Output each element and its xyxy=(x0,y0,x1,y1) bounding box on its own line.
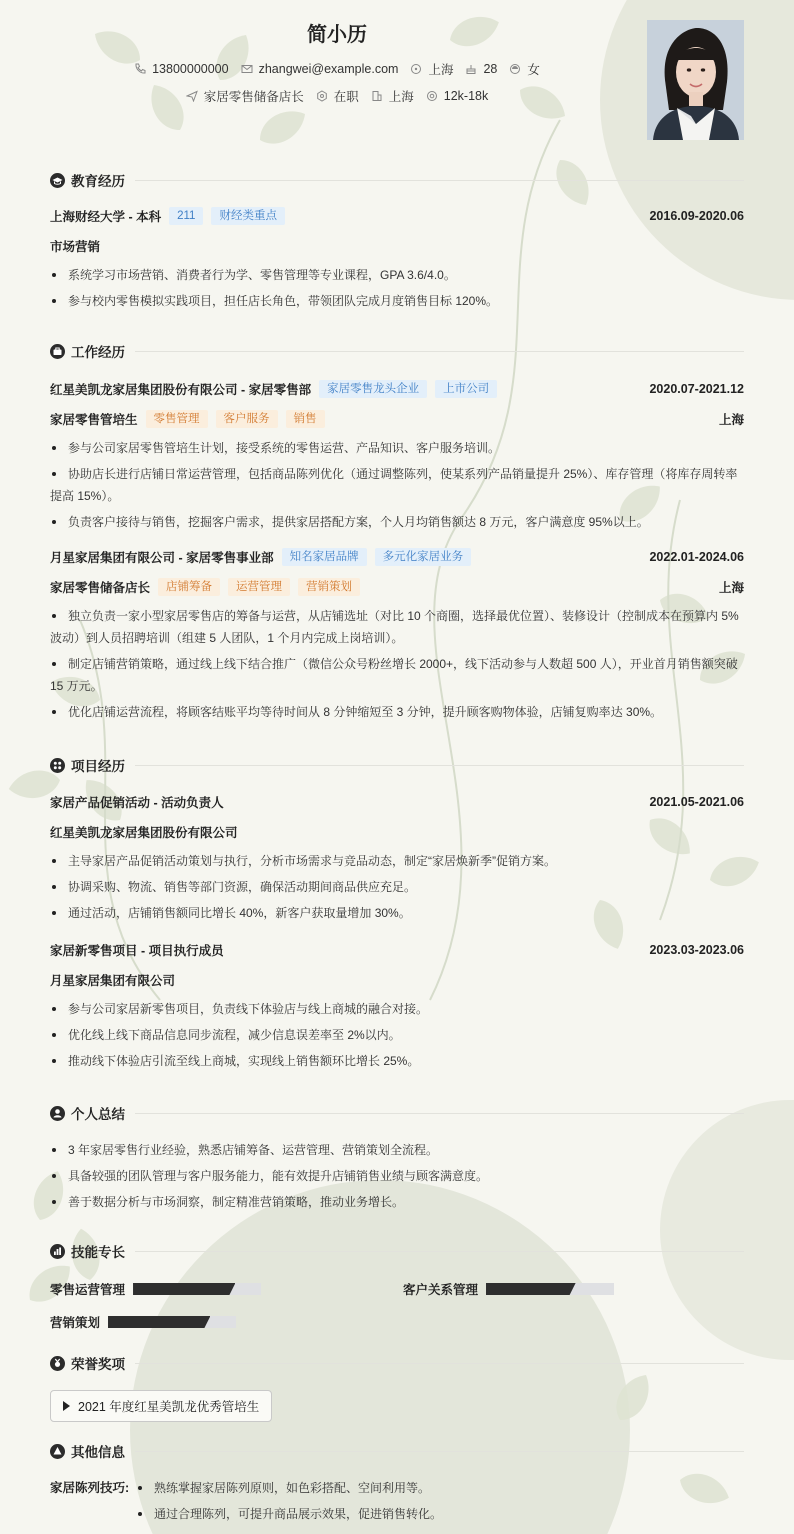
job-company: 月星家居集团有限公司 - 家居零售事业部 xyxy=(50,551,274,565)
location-text: 上海 xyxy=(428,63,454,77)
phone-item xyxy=(134,62,228,76)
role-tag: 运营管理 xyxy=(228,578,290,596)
skill-item xyxy=(50,1312,236,1332)
position-item xyxy=(186,87,304,105)
section-divider xyxy=(135,765,744,766)
section-divider xyxy=(135,351,744,352)
other-content xyxy=(50,1477,744,1525)
award-item xyxy=(50,1390,272,1422)
company-tag: 上市公司 xyxy=(435,380,497,398)
email-text: zhangwei@example.com xyxy=(258,62,399,76)
company-tag: 多元化家居业务 xyxy=(375,548,472,566)
cake-icon xyxy=(465,63,477,75)
award-list xyxy=(50,1390,744,1422)
awards-header xyxy=(50,1353,744,1373)
project-row xyxy=(50,792,744,812)
job-role-row xyxy=(50,409,744,429)
awards-section xyxy=(50,1353,744,1422)
work-header xyxy=(50,341,744,361)
major-row xyxy=(50,236,744,256)
skills-section xyxy=(50,1241,744,1331)
company-tag: 家居零售龙头企业 xyxy=(319,380,427,398)
skill-bar xyxy=(108,1316,236,1328)
project-row xyxy=(50,940,744,960)
list-item: 负责客户接待与销售，挖掘客户需求，提供家居搭配方案，个人月均销售额达 8 万元，客户满意度 95%以上。 xyxy=(50,511,744,533)
major-name: 市场营销 xyxy=(50,240,101,254)
project-bullets xyxy=(50,850,744,924)
project-org: 月星家居集团有限公司 xyxy=(50,974,176,988)
job-city: 上海 xyxy=(718,581,744,595)
section-divider xyxy=(135,1113,744,1114)
job-company-row xyxy=(50,379,744,399)
age-text: 28 xyxy=(483,62,498,76)
award-text: 2021 年度红星美凯龙优秀管培生 xyxy=(78,1400,260,1414)
job-company-row xyxy=(50,547,744,567)
avatar-portrait xyxy=(647,20,744,140)
list-item: 主导家居产品促销活动策划与执行，分析市场需求与竞品动态，制定“家居焕新季”促销方案。 xyxy=(50,850,744,872)
position-text: 家居零售储备店长 xyxy=(203,90,304,104)
job-bullets xyxy=(50,437,744,533)
list-item: 协调采购、物流、销售等部门资源，确保活动期间商品供应充足。 xyxy=(50,876,744,898)
job-role: 家居零售管培生 xyxy=(50,413,138,427)
skill-item xyxy=(50,1279,261,1299)
skill-item xyxy=(403,1279,614,1299)
profile-photo xyxy=(647,20,744,140)
list-item: 优化店铺运营流程，将顾客结账平均等待时间从 8 分钟缩短至 3 分钟，提升顾客购物体验，店铺复购率达 30%。 xyxy=(50,701,744,723)
education-section xyxy=(50,170,744,312)
summary-header xyxy=(50,1103,744,1123)
project-date: 2023.03-2023.06 xyxy=(649,943,744,957)
other-bullets xyxy=(136,1477,744,1525)
summary-bullets xyxy=(50,1139,744,1213)
skill-fill xyxy=(108,1316,210,1328)
company-tag: 知名家居品牌 xyxy=(282,548,367,566)
skill-fill xyxy=(486,1283,576,1295)
list-item: 3 年家居零售行业经验，熟悉店铺筹备、运营管理、营销策划全流程。 xyxy=(50,1139,744,1161)
job-role: 家居零售储备店长 xyxy=(50,581,151,595)
skill-fill xyxy=(133,1283,235,1295)
work-section xyxy=(50,341,744,723)
list-item: 熟练掌握家居陈列原则，如色彩搭配、空间利用等。 xyxy=(136,1477,744,1499)
project-org-row xyxy=(50,822,744,842)
grid-icon xyxy=(50,758,65,773)
skill-bar xyxy=(133,1283,261,1295)
job-date: 2020.07-2021.12 xyxy=(649,382,744,396)
coin-icon xyxy=(426,90,438,102)
age-item xyxy=(465,62,497,76)
school-tag: 211 xyxy=(169,207,203,225)
salary-item xyxy=(426,89,488,103)
role-tag: 店铺筹备 xyxy=(158,578,220,596)
other-title: 其他信息 xyxy=(71,1445,125,1460)
project-bullets xyxy=(50,998,744,1072)
education-bullets xyxy=(50,264,744,312)
work-title: 工作经历 xyxy=(71,345,125,360)
summary-section xyxy=(50,1103,744,1213)
education-date: 2016.09-2020.06 xyxy=(649,209,744,223)
skill-name: 客户关系管理 xyxy=(403,1283,479,1297)
projects-section xyxy=(50,755,744,1072)
gender-text: 女 xyxy=(527,63,540,77)
phone-icon xyxy=(134,63,146,75)
education-row xyxy=(50,206,744,226)
list-item: 参与公司家居零售管培生计划，接受系统的零售运营、产品知识、客户服务培训。 xyxy=(50,437,744,459)
list-item: 参与校内零售模拟实践项目，担任店长角色，带领团队完成月度销售目标 120%。 xyxy=(50,290,744,312)
summary-title: 个人总结 xyxy=(71,1107,125,1122)
other-label: 家居陈列技巧: xyxy=(50,1481,130,1495)
skill-name: 营销策划 xyxy=(50,1316,101,1330)
role-tag: 零售管理 xyxy=(146,410,208,428)
list-item: 协助店长进行店铺日常运营管理，包括商品陈列优化（通过调整陈列，使某系列产品销量提升 25%）、库存管理（将库存周转率 xyxy=(50,463,744,485)
awards-title: 荣誉奖项 xyxy=(71,1357,125,1372)
projects-header xyxy=(50,755,744,775)
skills-header xyxy=(50,1241,744,1261)
city-text: 上海 xyxy=(388,90,414,104)
section-divider xyxy=(135,1251,744,1252)
project-name: 家居产品促销活动 - 活动负责人 xyxy=(50,796,224,810)
school-tag: 财经类重点 xyxy=(211,207,285,225)
project-date: 2021.05-2021.06 xyxy=(649,795,744,809)
list-item: 通过活动，店铺销售额同比增长 40%，新客户获取量增加 30%。 xyxy=(50,902,744,924)
user-icon xyxy=(50,1106,65,1121)
project-org-row xyxy=(50,970,744,990)
gender-icon xyxy=(509,63,521,75)
list-item: 优化线上线下商品信息同步流程，减少信息误差率至 2%以内。 xyxy=(50,1024,744,1046)
job-bullets xyxy=(50,605,744,723)
graduation-cap-icon xyxy=(50,173,65,188)
city-item xyxy=(371,87,414,105)
skill-name: 零售运营管理 xyxy=(50,1283,126,1297)
settings-icon xyxy=(316,90,328,102)
info-icon xyxy=(50,1444,65,1459)
mail-icon xyxy=(241,63,253,75)
contact-row xyxy=(0,60,674,78)
role-tag: 客户服务 xyxy=(216,410,278,428)
job-date: 2022.01-2024.06 xyxy=(649,550,744,564)
email-item xyxy=(241,62,399,76)
send-icon xyxy=(186,90,198,102)
status-text: 在职 xyxy=(333,90,359,104)
role-tag: 营销策划 xyxy=(298,578,360,596)
list-item: 参与公司家居新零售项目，负责线下体验店与线上商城的融合对接。 xyxy=(50,998,744,1020)
skill-bar xyxy=(486,1283,614,1295)
section-divider xyxy=(135,1363,744,1364)
list-item: 善于数据分析与市场洞察，制定精准营销策略，推动业务增长。 xyxy=(50,1191,744,1213)
list-item-continued: 提高 15%）。 xyxy=(50,489,120,503)
other-header xyxy=(50,1441,744,1461)
play-icon xyxy=(63,1401,70,1411)
list-item: 具备较强的团队管理与客户服务能力，能有效提升店铺销售业绩与顾客满意度。 xyxy=(50,1165,744,1187)
list-item: 通过合理陈列，可提升商品展示效果，促进销售转化。 xyxy=(136,1503,744,1525)
role-tag: 销售 xyxy=(286,410,325,428)
project-org: 红星美凯龙家居集团股份有限公司 xyxy=(50,826,238,840)
list-item: 制定店铺营销策略，通过线上线下结合推广（微信公众号粉丝增长 2000+，线下活动参与人数超 500 人），开业首月销售额突破 xyxy=(50,653,744,675)
education-header xyxy=(50,170,744,190)
job-intent-row xyxy=(0,87,674,105)
school-name: 上海财经大学 - 本科 xyxy=(50,210,162,224)
job-role-row xyxy=(50,577,744,597)
status-item xyxy=(316,87,359,105)
salary-text: 12k-18k xyxy=(443,89,489,103)
job-city: 上海 xyxy=(718,413,744,427)
briefcase-icon xyxy=(50,344,65,359)
home-icon xyxy=(410,63,422,75)
project-name: 家居新零售项目 - 项目执行成员 xyxy=(50,944,224,958)
list-item-continued: 15 万元。 xyxy=(50,679,103,693)
list-item: 独立负责一家小型家居零售店的筹备与运营，从店铺选址（对比 10 个商圈，选择最优位置）、装修设计（控制成本在预算内 5% xyxy=(50,605,744,627)
job-company: 红星美凯龙家居集团股份有限公司 - 家居零售部 xyxy=(50,383,312,397)
bar-chart-icon xyxy=(50,1244,65,1259)
building-icon xyxy=(371,90,383,102)
projects-title: 项目经历 xyxy=(71,759,125,774)
section-divider xyxy=(135,180,744,181)
other-section xyxy=(50,1441,744,1525)
list-item: 系统学习市场营销、消费者行为学、零售管理等专业课程，GPA 3.6/4.0。 xyxy=(50,264,744,286)
gender-item xyxy=(509,60,540,78)
list-item-continued: 波动）到人员招聘培训（组建 5 人团队，1 个月内完成上岗培训）。 xyxy=(50,631,404,645)
medal-icon xyxy=(50,1356,65,1371)
skills-title: 技能专长 xyxy=(71,1245,125,1260)
education-title: 教育经历 xyxy=(71,174,125,189)
list-item: 推动线下体验店引流至线上商城，实现线上销售额环比增长 25%。 xyxy=(50,1050,744,1072)
location-item xyxy=(410,60,453,78)
phone-text: 13800000000 xyxy=(152,62,229,76)
candidate-name: 简小历 xyxy=(307,24,367,46)
section-divider xyxy=(135,1451,744,1452)
